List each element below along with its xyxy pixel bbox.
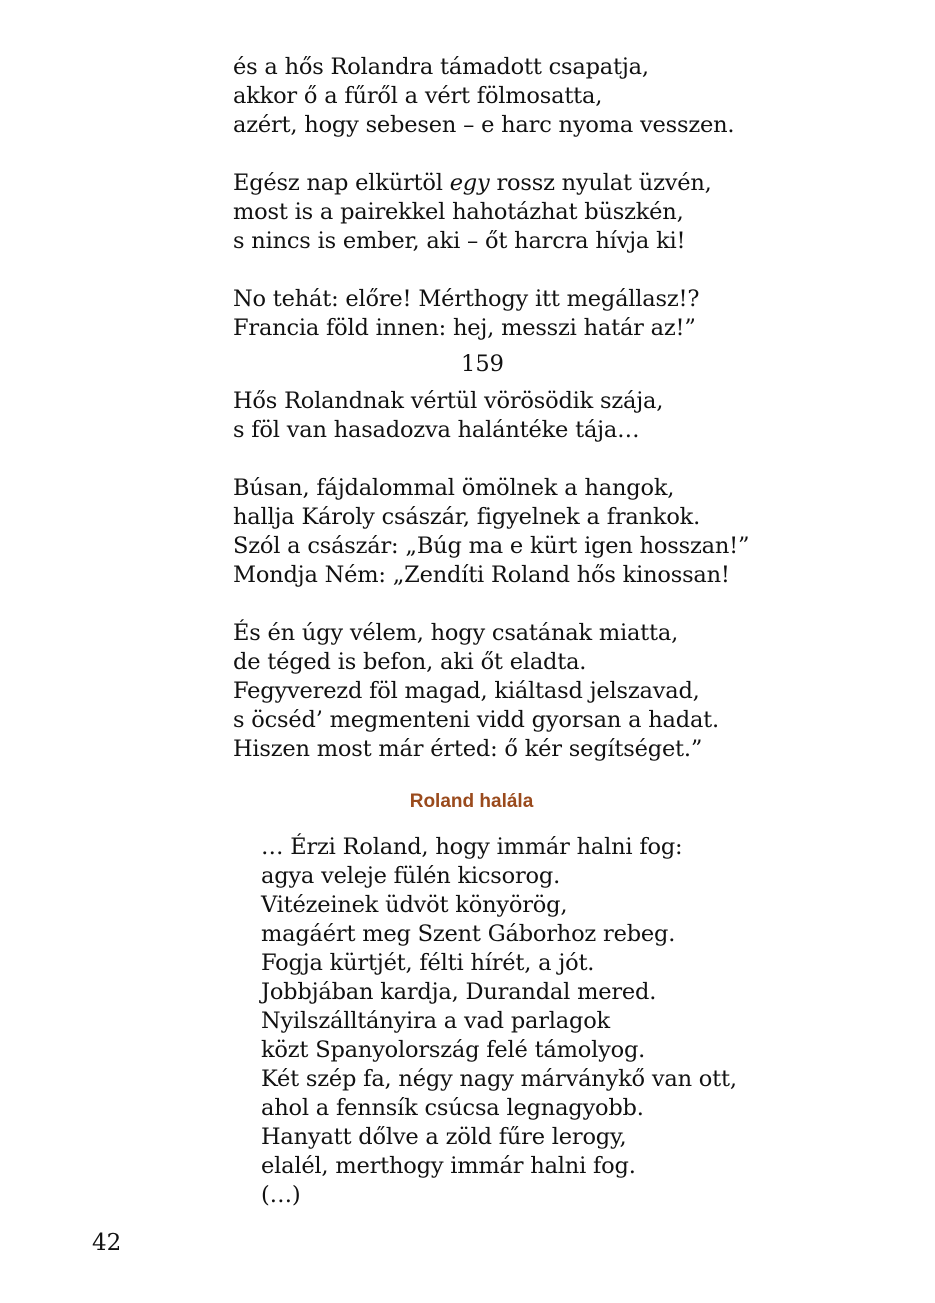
poem-line: Fogja kürtjét, félti hírét, a jót. [261, 950, 595, 976]
poem-line: agya veleje fülén kicsorog. [261, 863, 561, 889]
poem-block-bottom [261, 833, 737, 1210]
poem-line-text: Egész nap elkürtöl [233, 170, 450, 196]
poem-line: No tehát: előre! Mérthogy itt megállasz!? [233, 286, 700, 312]
poem-line: magáért meg Szent Gáborhoz rebeg. [261, 921, 676, 947]
poem-line: azért, hogy sebesen – e harc nyoma vesszen. [233, 112, 735, 138]
stanza-gap [233, 140, 734, 169]
poem-line: Vitézeinek üdvöt könyörög, [261, 892, 568, 918]
section-title: Roland halála [409, 791, 534, 812]
poem-line: most is a pairekkel hahotázhat büszkén, [233, 199, 684, 225]
page-number: 42 [92, 1230, 122, 1256]
poem-line: s öcséd’ megmenteni vidd gyorsan a hadat. [233, 707, 719, 733]
stanza-gap [233, 590, 749, 619]
poem-line: Hős Rolandnak vértül vörösödik szája, [233, 388, 664, 414]
poem-line: … Érzi Roland, hogy immár halni fog: [261, 834, 683, 860]
poem-line: Búsan, fájdalommal ömölnek a hangok, [233, 475, 675, 501]
poem-line: Francia föld innen: hej, messzi határ az!” [233, 315, 696, 341]
poem-block-top [233, 53, 734, 343]
stanza-gap [233, 256, 734, 285]
poem-line: s föl van hasadozva halántéke tája… [233, 417, 640, 443]
poem-line: elalél, merthogy immár halni fog. [261, 1153, 636, 1179]
poem-line: ahol a fennsík csúcsa legnagyobb. [261, 1095, 644, 1121]
poem-line: Hiszen most már érted: ő kér segítséget.” [233, 736, 703, 762]
poem-line: és a hős Rolandra támadott csapatja, [233, 54, 649, 80]
italic-word: egy [449, 170, 490, 196]
poem-line: s nincs is ember, aki – őt harcra hívja ki! [233, 228, 686, 254]
poem-line: Nyilszálltányira a vad parlagok [261, 1008, 610, 1034]
stanza-gap [233, 445, 749, 474]
poem-line: de téged is befon, aki őt eladta. [233, 649, 587, 675]
poem-line: (…) [261, 1182, 301, 1208]
poem-line: akkor ő a fűről a vért fölmosatta, [233, 83, 603, 109]
poem-line: Fegyverezd föl magad, kiáltasd jelszavad, [233, 678, 700, 704]
poem-block-middle [233, 387, 749, 764]
poem-line: Szól a császár: „Búg ma e kürt igen hosszan!” [233, 533, 750, 559]
poem-line: Mondja Ném: „Zendíti Roland hős kinossan! [233, 562, 730, 588]
poem-line: közt Spanyolország felé támolyog. [261, 1037, 646, 1063]
poem-line: hallja Károly császár, figyelnek a frankok. [233, 504, 701, 530]
poem-line-text: rossz nyulat üzvén, [489, 170, 712, 196]
page-marker: 159 [461, 351, 504, 377]
poem-line [233, 169, 734, 198]
poem-line: Hanyatt dőlve a zöld fűre lerogy, [261, 1124, 627, 1150]
poem-line: És én úgy vélem, hogy csatának miatta, [233, 620, 679, 646]
poem-line: Két szép fa, négy nagy márványkő van ott, [261, 1066, 737, 1092]
poem-line: Jobbjában kardja, Durandal mered. [261, 979, 657, 1005]
